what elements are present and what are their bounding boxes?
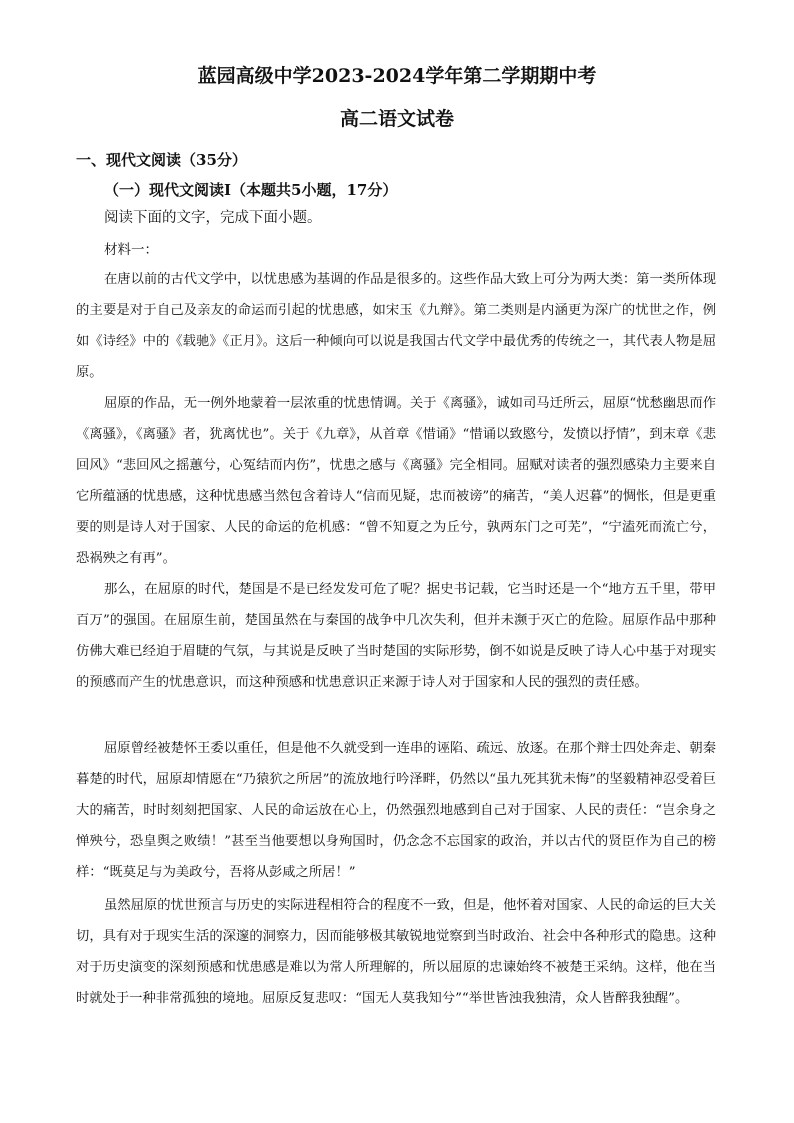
subsection-heading: （一）现代文阅读Ⅰ（本题共5小题，17分）	[104, 181, 398, 199]
paragraph-5: 虽然屈原的忧世预言与历史的实际进程相符合的程度不一致，但是，他怀着对国家、人民的命运的巨大关切，具有对于现实生活的深邃的洞察力，因而能够极其敏锐地觉察到当时政治、社会中各种形式的隐患。这种对于历史演变的深刻预感和忧患感是难以为常人所理解的，所以屈原的忠谏始终不被楚王采纳。这样，他在当时就处于一种非常孤独的境地。屈原反复悲叹：“国无人莫我知兮”“举世皆浊我独清，众人皆醉我独醒”。	[76, 898, 716, 1006]
paragraph-1: 在唐以前的古代文学中，以忧患感为基调的作品是很多的。这些作品大致上可分为两大类：第一类所体现的主要是对于自己及亲友的命运而引起的忧患感，如宋玉《九辩》。第二类则是内涵更为深广的忧世之作，例如《诗经》中的《载驰》《正月》。这后一种倾向可以说是我国古代文学中最优秀的传统之一，其代表人物是屈原。	[76, 272, 716, 380]
material-label: 材料一：	[104, 242, 158, 258]
reading-instruction: 阅读下面的文字，完成下面小题。	[104, 210, 322, 226]
exam-subtitle: 高二语文试卷	[339, 108, 454, 130]
exam-title: 蓝园高级中学2023-2024学年第二学期期中考	[197, 65, 597, 87]
paragraph-2: 屈原的作品，无一例外地蒙着一层浓重的忧患情调。关于《离骚》，诚如司马迁所云，屈原“忧愁幽思而作《离骚》，《离骚》者，犹离忧也”。关于《九章》，从首章《惜诵》“惜诵以致愍兮，发愤以抒情”，到末章《悲回风》“悲回风之摇蕙兮，心冤结而内伤”，忧患之感与《离骚》完全相同。屈赋对读者的强烈感染力主要来自它所蕴涵的忧患感，这种忧患感当然包含着诗人“信而见疑，忠而被谤”的痛苦，“美人迟暮”的惆怅，但是更重要的则是诗人对于国家、人民的命运的危机感：“曾不知夏之为丘兮，孰两东门之可芜”，“宁溘死而流亡兮，恐祸殃之有再”。	[76, 396, 716, 566]
paragraph-4: 屈原曾经被楚怀王委以重任，但是他不久就受到一连串的诬陷、疏远、放逐。在那个辩士四处奔走、朝秦暮楚的时代，屈原却情愿在“乃猿狖之所居”的流放地行吟泽畔，仍然以“虽九死其犹未悔”的坚毅精神忍受着巨大的痛苦，时时刻刻把国家、人民的命运放在心上，仍然强烈地感到自己对于国家、人民的责任：“岂余身之惮殃兮，恐皇舆之败绩！”甚至当他要想以身殉国时，仍念念不忘国家的政治，并以古代的贤臣作为自己的榜样：“既莫足与为美政兮，吾将从彭咸之所居！”	[76, 741, 716, 880]
section-heading: 一、现代文阅读（35分）	[76, 151, 247, 169]
paragraph-3: 那么，在屈原的时代，楚国是不是已经发发可危了呢？据史书记载，它当时还是一个“地方五千里，带甲百万”的强国。在屈原生前，楚国虽然在与秦国的战争中几次失利，但并未濒于灭亡的危险。屈原作品中那种仿佛大难已经迫于眉睫的气氛，与其说是反映了当时楚国的实际形势，倒不如说是反映了诗人心中基于对现实的预感而产生的忧患意识，而这种预感和忧患意识正来源于诗人对于国家和人民的强烈的责任感。	[76, 582, 716, 690]
